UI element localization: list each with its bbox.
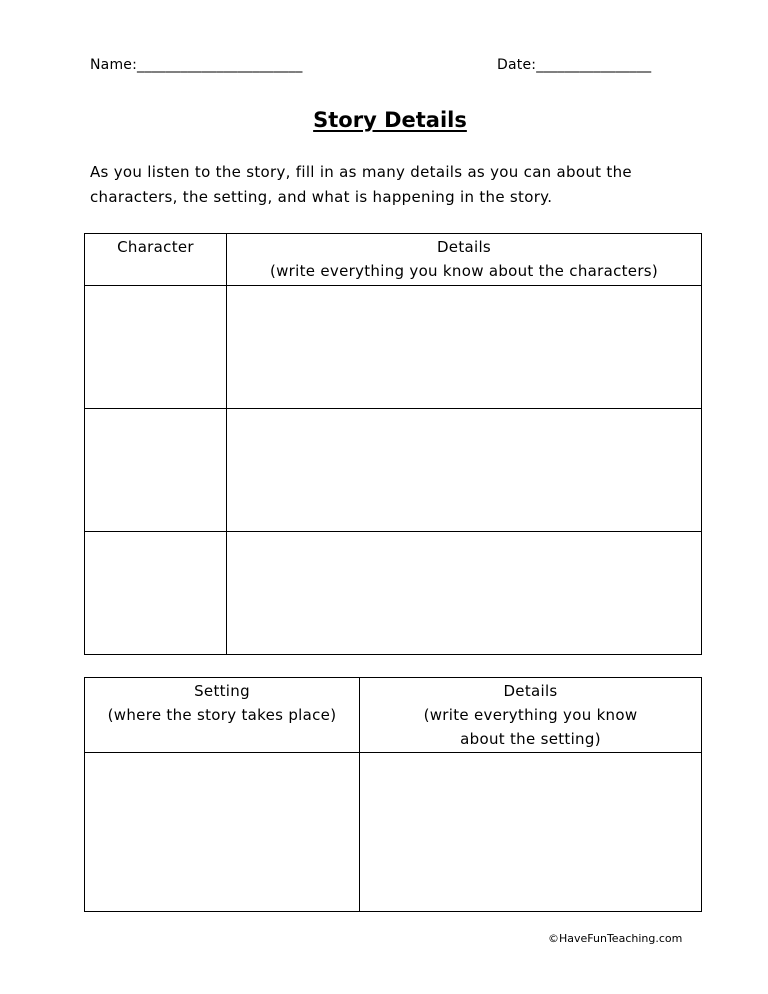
setting-table <box>84 677 702 912</box>
setting-details-column-header <box>360 678 702 753</box>
instructions-text: As you listen to the story, fill in as many details as you can about the characters, the setting, and what is happening in the story. <box>90 163 632 206</box>
character-details-cell[interactable] <box>227 409 702 532</box>
table-row <box>85 286 702 409</box>
character-table <box>84 233 702 655</box>
page-title: Story Details <box>313 108 467 132</box>
name-blank[interactable]: _______________________ <box>137 57 303 73</box>
date-field[interactable] <box>497 57 651 73</box>
setting-cell[interactable] <box>85 753 360 912</box>
character-details-header-subtitle: (write everything you know about the characters) <box>269 262 659 280</box>
table-row <box>85 532 702 655</box>
character-details-column-header <box>227 234 702 286</box>
table-row <box>85 753 702 912</box>
character-cell[interactable] <box>85 286 227 409</box>
copyright-footer: ©HaveFunTeaching.com <box>548 932 683 945</box>
character-details-header-title: Details <box>436 238 492 256</box>
name-field[interactable] <box>90 57 303 73</box>
character-details-cell[interactable] <box>227 286 702 409</box>
setting-column-header <box>85 678 360 753</box>
setting-header-title: Setting <box>194 682 250 700</box>
character-header-label: Character <box>117 238 194 256</box>
character-table-header-row <box>85 234 702 286</box>
character-details-cell[interactable] <box>227 532 702 655</box>
character-column-header <box>85 234 227 286</box>
name-label: Name: <box>90 57 138 73</box>
table-row <box>85 409 702 532</box>
setting-details-cell[interactable] <box>360 753 702 912</box>
setting-details-header-title: Details <box>503 682 558 700</box>
setting-table-header-row <box>85 678 702 753</box>
character-cell[interactable] <box>85 532 227 655</box>
date-blank[interactable]: ________________ <box>536 57 652 73</box>
setting-details-header-subtitle-1: (write everything you know <box>423 706 638 724</box>
date-label: Date: <box>497 57 537 73</box>
character-cell[interactable] <box>85 409 227 532</box>
setting-header-subtitle: (where the story takes place) <box>107 706 337 724</box>
setting-details-header-subtitle-2: about the setting) <box>460 730 601 748</box>
